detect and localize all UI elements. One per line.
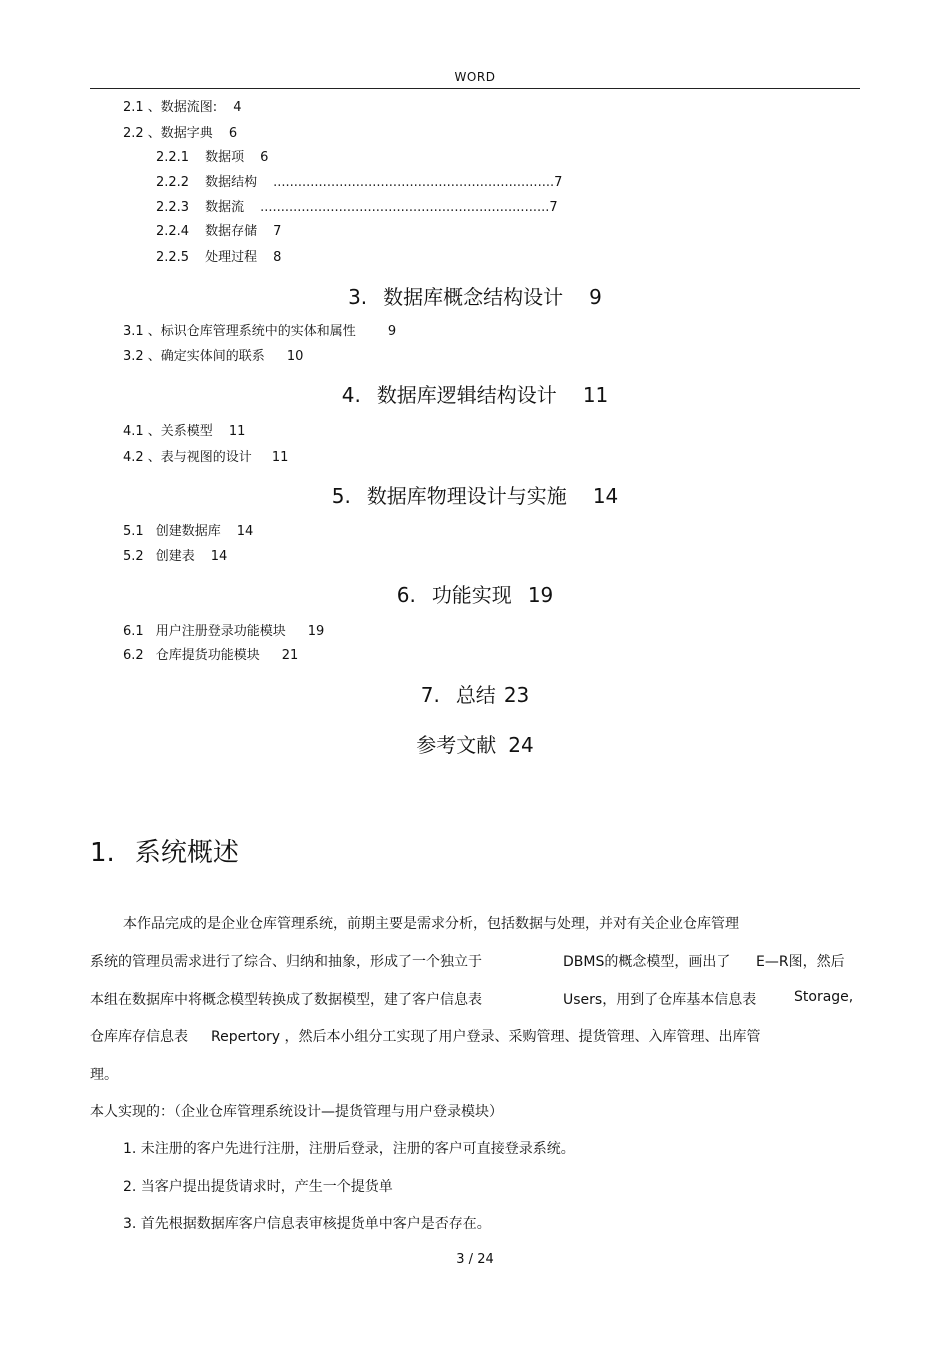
toc-entry-2-2-5[interactable]: [156, 246, 281, 265]
toc-entry-text: 数据流: [205, 200, 245, 215]
list-item-2: 2. 当客户提出提货请求时，产生一个提货单: [123, 1179, 393, 1195]
toc-section-num: 4.: [341, 383, 361, 407]
toc-entry-5-1[interactable]: [123, 520, 253, 539]
toc-entry-5-2[interactable]: [123, 545, 227, 564]
para-line-4b: Repertory ，然后本小组分工实现了用户登录、采购管理、提货管理、入库管理、出库管: [211, 1029, 761, 1045]
toc-entry-2-2[interactable]: [123, 122, 237, 141]
toc-entry-page: 6: [260, 150, 269, 165]
toc-section-text: 数据库逻辑结构设计: [376, 383, 557, 407]
toc-entry-text: 2.2 、数据字典: [123, 126, 213, 141]
toc-entry-page: 19: [307, 624, 325, 639]
toc-entry-2-1[interactable]: [123, 96, 241, 115]
page-footer: [0, 1252, 950, 1267]
toc-section-page: 19: [527, 583, 554, 607]
chapter-title: 系统概述: [134, 838, 239, 868]
toc-section-5[interactable]: [0, 480, 950, 509]
toc-entry-num: 5.2: [123, 549, 144, 564]
toc-entry-num: 2.2.1: [156, 150, 190, 165]
toc-entry-text: 4.1 、关系模型: [123, 424, 213, 439]
self-impl-line: 本人实现的：（企业仓库管理系统设计—提货管理与用户登录模块）: [90, 1104, 503, 1120]
toc-entry-text: 3.1 、标识仓库管理系统中的实体和属性: [123, 324, 356, 339]
toc-section-text: 总结: [455, 683, 496, 707]
toc-entry-text: 4.2 、表与视图的设计: [123, 450, 252, 465]
toc-section-7[interactable]: [0, 679, 950, 708]
toc-section-text: 参考文献: [416, 733, 497, 757]
toc-entry-2-2-4[interactable]: [156, 220, 281, 239]
para-line-2c: E—R图，然后: [756, 954, 845, 970]
toc-section-page: 14: [592, 484, 619, 508]
toc-entry-text: 数据存储: [205, 224, 258, 239]
toc-entry-page: 11: [228, 424, 246, 439]
toc-entry-text: 用户注册登录功能模块: [155, 624, 286, 639]
page-number: 3: [456, 1252, 465, 1267]
toc-section-text: 数据库物理设计与实施: [366, 484, 567, 508]
toc-section-page: 23: [503, 683, 530, 707]
toc-entry-text: 3.2 、确定实体间的联系: [123, 349, 265, 364]
para-line-5: 理。: [90, 1067, 118, 1083]
list-item-3: 3. 首先根据数据库客户信息表审核提货单中客户是否存在。: [123, 1216, 491, 1232]
toc-section-page: 11: [582, 383, 609, 407]
toc-entry-num: 5.1: [123, 524, 144, 539]
toc-references[interactable]: [0, 729, 950, 758]
toc-entry-text: 仓库提货功能模块: [155, 648, 260, 663]
toc-section-num: 6.: [396, 583, 416, 607]
toc-section-num: 5.: [331, 484, 351, 508]
para-line-2b: DBMS的概念模型，画出了: [563, 954, 731, 970]
toc-entry-4-2[interactable]: [123, 446, 288, 465]
toc-section-num: 3.: [348, 285, 368, 309]
page-total: 24: [477, 1252, 494, 1267]
toc-entry-page: 8: [273, 250, 282, 265]
header-rule: [90, 88, 860, 89]
para-line-2a: 系统的管理员需求进行了综合、归纳和抽象，形成了一个独立于: [90, 954, 482, 970]
toc-entry-page: 7: [554, 175, 563, 190]
toc-section-page: 9: [589, 285, 602, 309]
toc-entry-num: 6.1: [123, 624, 144, 639]
para-line-3b: Users，用到了仓库基本信息表: [563, 992, 757, 1008]
toc-entry-page: 9: [387, 324, 397, 339]
toc-entry-6-1[interactable]: [123, 620, 324, 639]
toc-section-4[interactable]: [0, 379, 950, 408]
toc-leader-dots: ....................................................................: [273, 175, 555, 190]
toc-entry-page: 14: [210, 549, 228, 564]
toc-entry-2-2-3[interactable]: [156, 196, 558, 215]
toc-entry-3-2[interactable]: [123, 345, 303, 364]
toc-entry-page: 7: [549, 200, 558, 215]
chapter-number: 1.: [90, 838, 115, 868]
toc-entry-num: 2.2.4: [156, 224, 190, 239]
toc-entry-2-2-1[interactable]: [156, 146, 268, 165]
toc-entry-num: 2.2.5: [156, 250, 190, 265]
chapter-heading: [90, 832, 239, 869]
toc-section-3[interactable]: [0, 281, 950, 310]
toc-entry-page: 10: [286, 349, 304, 364]
toc-entry-num: 6.2: [123, 648, 144, 663]
para-line-4a: 仓库库存信息表: [90, 1029, 188, 1045]
toc-entry-num: 2.2.3: [156, 200, 190, 215]
toc-entry-num: 2.2.2: [156, 175, 190, 190]
toc-entry-page: 14: [236, 524, 254, 539]
toc-entry-text: 数据项: [205, 150, 245, 165]
toc-leader-dots: ......................................................................: [260, 200, 550, 215]
toc-section-page: 24: [508, 733, 534, 757]
toc-entry-page: 7: [273, 224, 282, 239]
toc-section-num: 7.: [420, 683, 440, 707]
toc-section-text: 数据库概念结构设计: [383, 285, 564, 309]
toc-entry-page: 21: [281, 648, 299, 663]
toc-entry-page: 6: [228, 126, 238, 141]
list-item-1: 1. 未注册的客户先进行注册，注册后登录，注册的客户可直接登录系统。: [123, 1141, 575, 1157]
toc-section-text: 功能实现: [431, 583, 512, 607]
toc-entry-text: 数据结构: [205, 175, 258, 190]
page-header: WORD: [454, 70, 496, 84]
page-separator: /: [468, 1252, 474, 1267]
toc-entry-page: 4: [233, 100, 242, 115]
toc-entry-4-1[interactable]: [123, 420, 245, 439]
para-line-1: 本作品完成的是企业仓库管理系统，前期主要是需求分析，包括数据与处理，并对有关企业仓库管理: [123, 916, 739, 932]
toc-entry-6-2[interactable]: [123, 644, 298, 663]
para-line-3a: 本组在数据库中将概念模型转换成了数据模型，建了客户信息表: [90, 992, 482, 1008]
toc-entry-text: 创建表: [155, 549, 195, 564]
toc-entry-text: 处理过程: [205, 250, 258, 265]
para-line-3c: Storage,: [794, 989, 854, 1005]
toc-entry-3-1[interactable]: [123, 320, 396, 339]
toc-section-6[interactable]: [0, 579, 950, 608]
toc-entry-text: 2.1 、数据流图:: [123, 100, 218, 115]
toc-entry-text: 创建数据库: [155, 524, 221, 539]
toc-entry-page: 11: [271, 450, 289, 465]
toc-entry-2-2-2[interactable]: [156, 171, 562, 190]
